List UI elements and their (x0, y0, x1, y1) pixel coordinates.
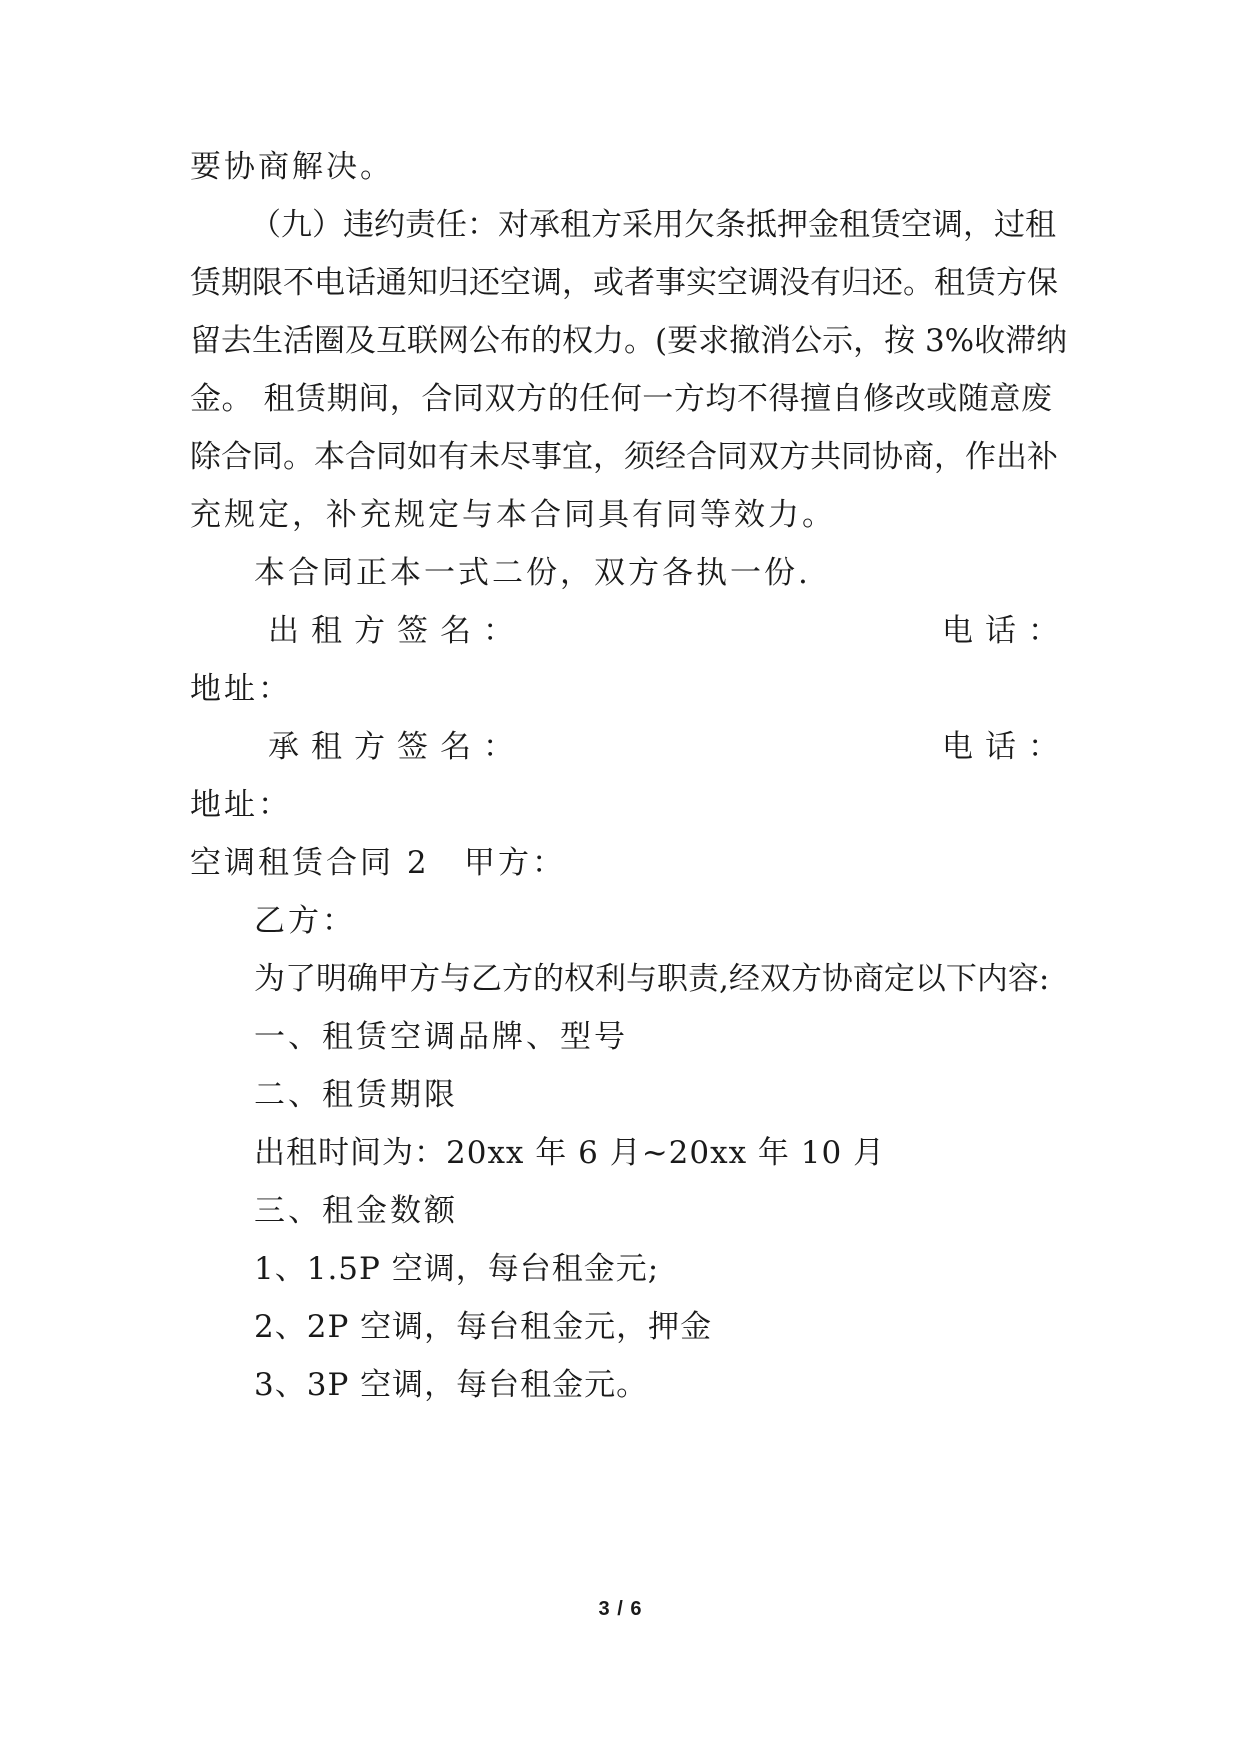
paragraph-line: 赁期限不电话通知归还空调，或者事实空调没有归还。租赁方保 (190, 265, 1058, 301)
rent-item: 2、2P 空调，每台租金元，押金 (254, 1309, 713, 1345)
lessee-signature-label: 承租方签名： (268, 729, 526, 765)
contract-title: 空调租赁合同 2 (190, 845, 430, 881)
paragraph-line: （九）违约责任：对承租方采用欠条抵押金租赁空调，过租 (250, 207, 1056, 243)
paragraph-line: 金。 租赁期间，合同双方的任何一方均不得擅自修改或随意废 (190, 381, 1052, 417)
lessor-phone-label: 电话： (942, 613, 1071, 649)
intro-line: 为了明确甲方与乙方的权利与职责,经双方协商定以下内容: (254, 961, 1050, 997)
rent-item: 3、3P 空调，每台租金元。 (254, 1367, 649, 1403)
lessee-phone-label: 电话： (942, 729, 1071, 765)
section-heading: 一、租赁空调品牌、型号 (254, 1019, 628, 1055)
page-number: 3 / 6 (598, 1598, 643, 1620)
party-a-label: 甲方： (464, 845, 566, 881)
paragraph-line: 本合同正本一式二份，双方各执一份. (254, 555, 811, 591)
lessor-signature-label: 出租方签名： (268, 613, 526, 649)
lessee-address-label: 地址： (190, 787, 292, 823)
lease-period-line: 出租时间为：20xx 年 6 月~20xx 年 10 月 (254, 1135, 886, 1171)
paragraph-line: 充规定，补充规定与本合同具有同等效力。 (190, 497, 836, 533)
section-heading: 三、租金数额 (254, 1193, 458, 1229)
section-heading: 二、租赁期限 (254, 1077, 458, 1113)
paragraph-line: 留去生活圈及互联网公布的权力。(要求撤消公示，按 3%收滞纳 (190, 323, 1068, 359)
rent-item: 1、1.5P 空调，每台租金元; (254, 1251, 660, 1287)
party-b-label: 乙方： (254, 903, 356, 939)
paragraph-line: 除合同。本合同如有未尽事宜，须经合同双方共同协商，作出补 (190, 439, 1058, 475)
paragraph-line: 要协商解决。 (190, 149, 394, 185)
lessor-address-label: 地址： (190, 671, 292, 707)
